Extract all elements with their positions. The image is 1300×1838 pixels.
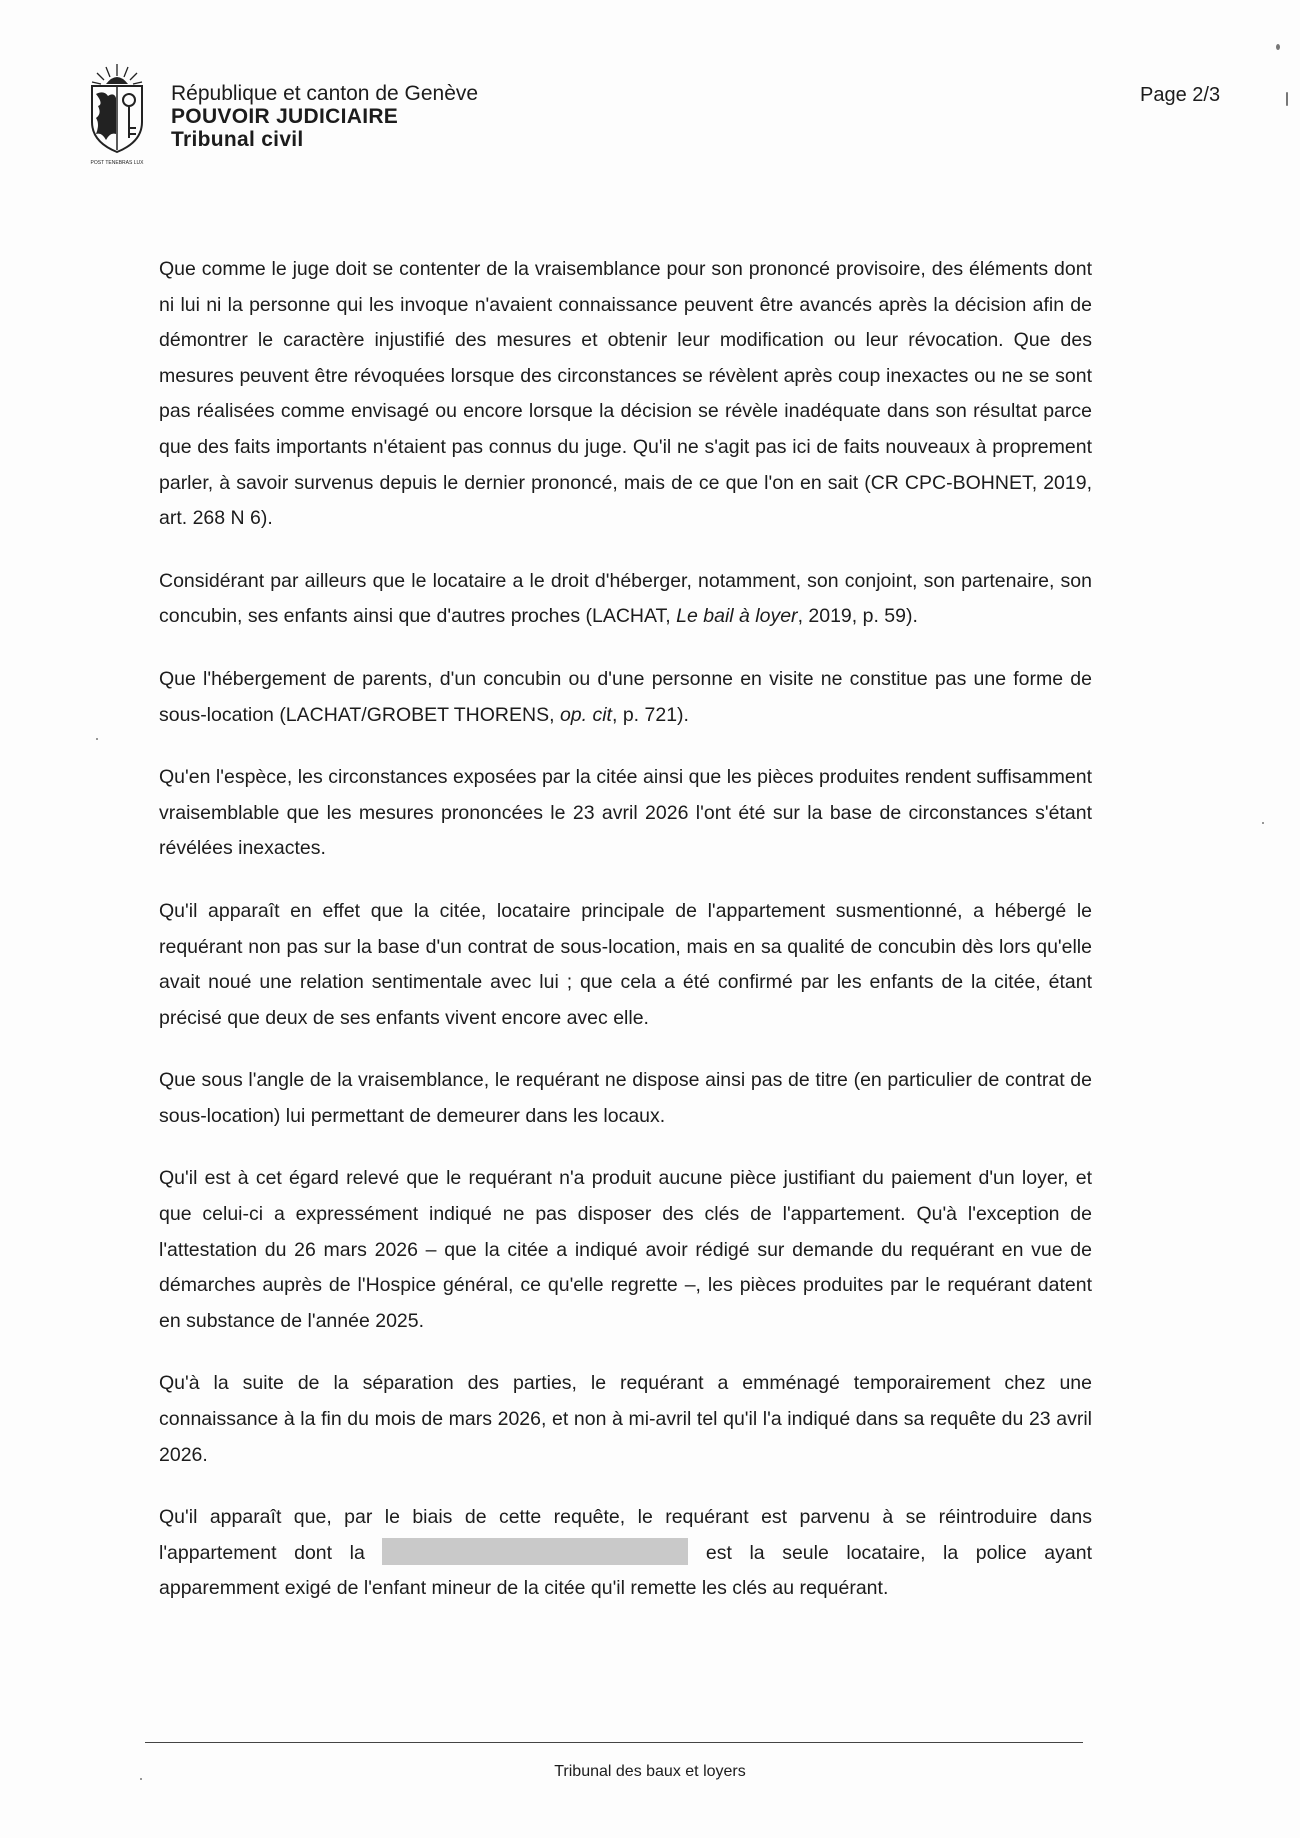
scan-speck: [1262, 822, 1264, 824]
body-paragraph: [159, 1500, 1092, 1607]
footer-divider: [145, 1742, 1083, 1743]
body-paragraph: [159, 894, 1092, 1036]
paragraph-gap: [159, 1036, 1092, 1063]
paragraph-gap: [159, 1339, 1092, 1366]
body-paragraph: [159, 564, 1092, 635]
document-body: [159, 252, 1092, 1607]
italic-citation: Le bail à loyer: [676, 605, 798, 628]
footer-court-name: Tribunal des baux et loyers: [554, 1763, 746, 1780]
body-paragraph: [159, 760, 1092, 867]
scan-speck: [96, 738, 98, 740]
paragraph-text: Que sous l'angle de la vraisemblance, le requérant ne dispose ainsi pas de titre (en particulier de contrat de sous-location) lui permettant de demeurer dans les locaux.: [159, 1069, 1092, 1127]
paragraph-gap: [159, 1134, 1092, 1161]
redaction-block: [382, 1538, 688, 1565]
paragraph-text: est la seule locataire, la police ayant apparemment exigé de l'enfant mineur de la citée qu'il remette les clés au requérant.: [159, 1541, 1092, 1600]
body-paragraph: [159, 662, 1092, 733]
header-court: Tribunal civil: [171, 128, 304, 151]
paragraph-text: Qu'il apparaît que, par le biais de cette requête, le requérant est parvenu à se réintroduire dans l'appartement dont la: [159, 1506, 1092, 1564]
paragraph-text: Que l'hébergement de parents, d'un concubin ou d'une personne en visite ne constitue pas une forme de sous-location (LACHAT/GROBET THORENS,: [159, 667, 1092, 726]
body-paragraph: [159, 1161, 1092, 1339]
body-paragraph: [159, 1366, 1092, 1473]
paragraph-gap: [159, 1473, 1092, 1500]
paragraph-text: Qu'à la suite de la séparation des parties, le requérant a emménagé temporairement chez une connaissance à la fin du mois de mars 2026, et non à mi-avril tel qu'il l'a indiqué dans sa requête du 23 avril 2026.: [159, 1372, 1092, 1466]
paragraph-gap: [159, 867, 1092, 894]
paragraph-gap: [159, 635, 1092, 662]
paragraph-text: Que comme le juge doit se contenter de la vraisemblance pour son prononcé provisoire, des éléments dont ni lui ni la personne qui les invoque n'avaient connaissance peuvent être avancés après la décision afin de démontrer le caractère injustifié des mesures et obtenir leur modification ou leur révocation. Que des mesures peuvent être révoquées lorsque des circonstances se révèlent après coup inexactes ou ne se sont pas réalisées comme envisagé ou encore lorsque la décision se révèle inadéquate dans son résultat parce que des faits importants n'étaient pas connus du juge. Qu'il ne s'agit pas ici de faits nouveaux à proprement parler, à savoir survenus depuis le dernier prononcé, mais de ce que l'on en sait (CR CPC-BOHNET, 2019, art. 268 N 6).: [159, 258, 1092, 530]
header-institution: [171, 82, 478, 151]
paragraph-text: , 2019, p. 59).: [797, 605, 918, 628]
scan-speck: [1276, 44, 1280, 50]
paragraph-gap: [159, 537, 1092, 564]
geneva-coat-of-arms-logo: [84, 62, 150, 168]
paragraph-text: Qu'il est à cet égard relevé que le requérant n'a produit aucune pièce justifiant du paiement d'un loyer, et que celui-ci a expressément indiqué ne pas disposer des clés de l'appartement. Qu'à l'exception de l'attestation du 26 mars 2026 – que la citée a indiqué avoir rédigé sur demande du requérant en vue de démarches auprès de l'Hospice général, ce qu'elle regrette –, les pièces produites par le requérant datent en substance de l'année 2025.: [159, 1167, 1092, 1332]
paragraph-gap: [159, 733, 1092, 760]
body-paragraph: [159, 252, 1092, 537]
paragraph-text: Qu'il apparaît en effet que la citée, locataire principale de l'appartement susmentionné, a hébergé le requérant non pas sur la base d'un contrat de sous-location, mais en sa qualité de concubin dès lors qu'elle avait noué une relation sentimentale avec lui ; que cela a été confirmé par les enfants de la citée, étant précisé que deux de ses enfants vivent encore avec elle.: [159, 899, 1092, 1029]
paragraph-text: Considérant par ailleurs que le locataire a le droit d'héberger, notamment, son conjoint, son partenaire, son concubin, ses enfants ainsi que d'autres proches (LACHAT,: [159, 569, 1092, 628]
header-republic: République et canton de Genève: [171, 82, 479, 105]
body-paragraph: [159, 1063, 1092, 1134]
svg-text:POST TENEBRAS LUX: POST TENEBRAS LUX: [90, 160, 144, 166]
paragraph-text: Qu'en l'espèce, les circonstances exposées par la citée ainsi que les pièces produites rendent suffisamment vraisemblable que les mesures prononcées le 23 avril 2026 l'ont été sur la base de circonstances s'étant révélées inexactes.: [159, 766, 1092, 860]
paragraph-text: , p. 721).: [611, 703, 689, 726]
italic-citation: op. cit: [559, 703, 612, 726]
scan-speck: [140, 1778, 142, 1780]
scan-speck: [1286, 92, 1288, 106]
header-judiciary: POUVOIR JUDICIAIRE: [171, 105, 399, 128]
page-number: Page 2/3: [1140, 84, 1221, 106]
